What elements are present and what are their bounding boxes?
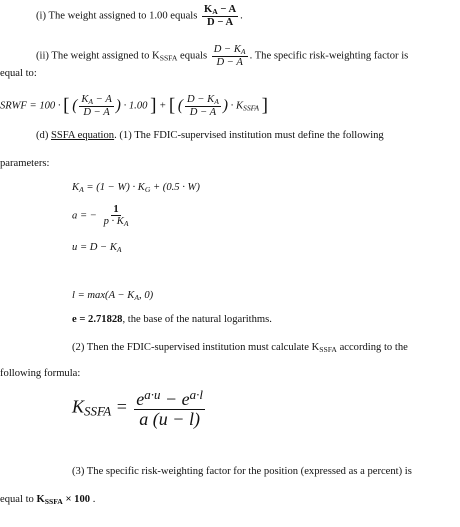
param-l: $l = \max(A - K_A$, 0) bbox=[72, 290, 154, 302]
param-a: a = − $\frac{1}{p \cdot K_A}$ bbox=[72, 204, 129, 229]
step-2-cont: following formula: bbox=[0, 368, 81, 379]
clause-ii-cont: equal to: bbox=[0, 68, 37, 79]
step-3-cont: equal to $K_{SSFA} \times 100$ . bbox=[0, 494, 96, 506]
param-u: $u = D - K_A$ bbox=[72, 242, 122, 254]
clause-ii-label: (ii) bbox=[36, 50, 49, 62]
clause-i-label: (i) bbox=[36, 10, 46, 22]
ssfa-equation-heading: SSFA equation bbox=[51, 130, 115, 141]
weight-fraction-kssfa: $\frac{D - K_A}{D - A}$ bbox=[213, 44, 246, 68]
weight-fraction-1: $\frac{K_A - A}{D - A}$ bbox=[204, 4, 237, 28]
param-e: e = 2.71828, the base of the natural logarithms. bbox=[72, 314, 272, 325]
clause-ii: (ii) The weight assigned to $K_{SSFA}$ equals $\frac{D - K_A}{D - A}$ . The specific risk-weighting factor is bbox=[36, 44, 409, 68]
srwf-formula: SRWF = 100 · [ ( $\frac{K_A - A}{D - A}$ ) · 1.00 ] + [ ( $\frac{D - K_A}{D - A}$ ) · $K_{SSFA}$ ] bbox=[0, 94, 269, 118]
section-d: (d) SSFA equation. (1) The FDIC-supervised institution must define the following bbox=[36, 130, 384, 141]
step-2: (2) Then the FDIC-supervised institution must calculate $K_{SSFA}$ according to the bbox=[72, 342, 408, 354]
clause-i: (i) The weight assigned to 1.00 equals $\frac{K_A - A}{D - A}$ . bbox=[36, 4, 243, 28]
kssfa-formula: $K_{SSFA}$ = $\frac{e^{a\cdot u} - e^{a\cdot l}}{a (u - l)}$ bbox=[72, 387, 203, 429]
step-3: (3) The specific risk-weighting factor for the position (expressed as a percent) is bbox=[72, 466, 412, 477]
clause-i-text: The weight assigned to 1.00 equals bbox=[48, 10, 198, 22]
param-ka: $K_A = (1 - W) \cdot K_G + (0.5 \cdot W)$ bbox=[72, 182, 200, 194]
section-d-cont: parameters: bbox=[0, 158, 50, 169]
